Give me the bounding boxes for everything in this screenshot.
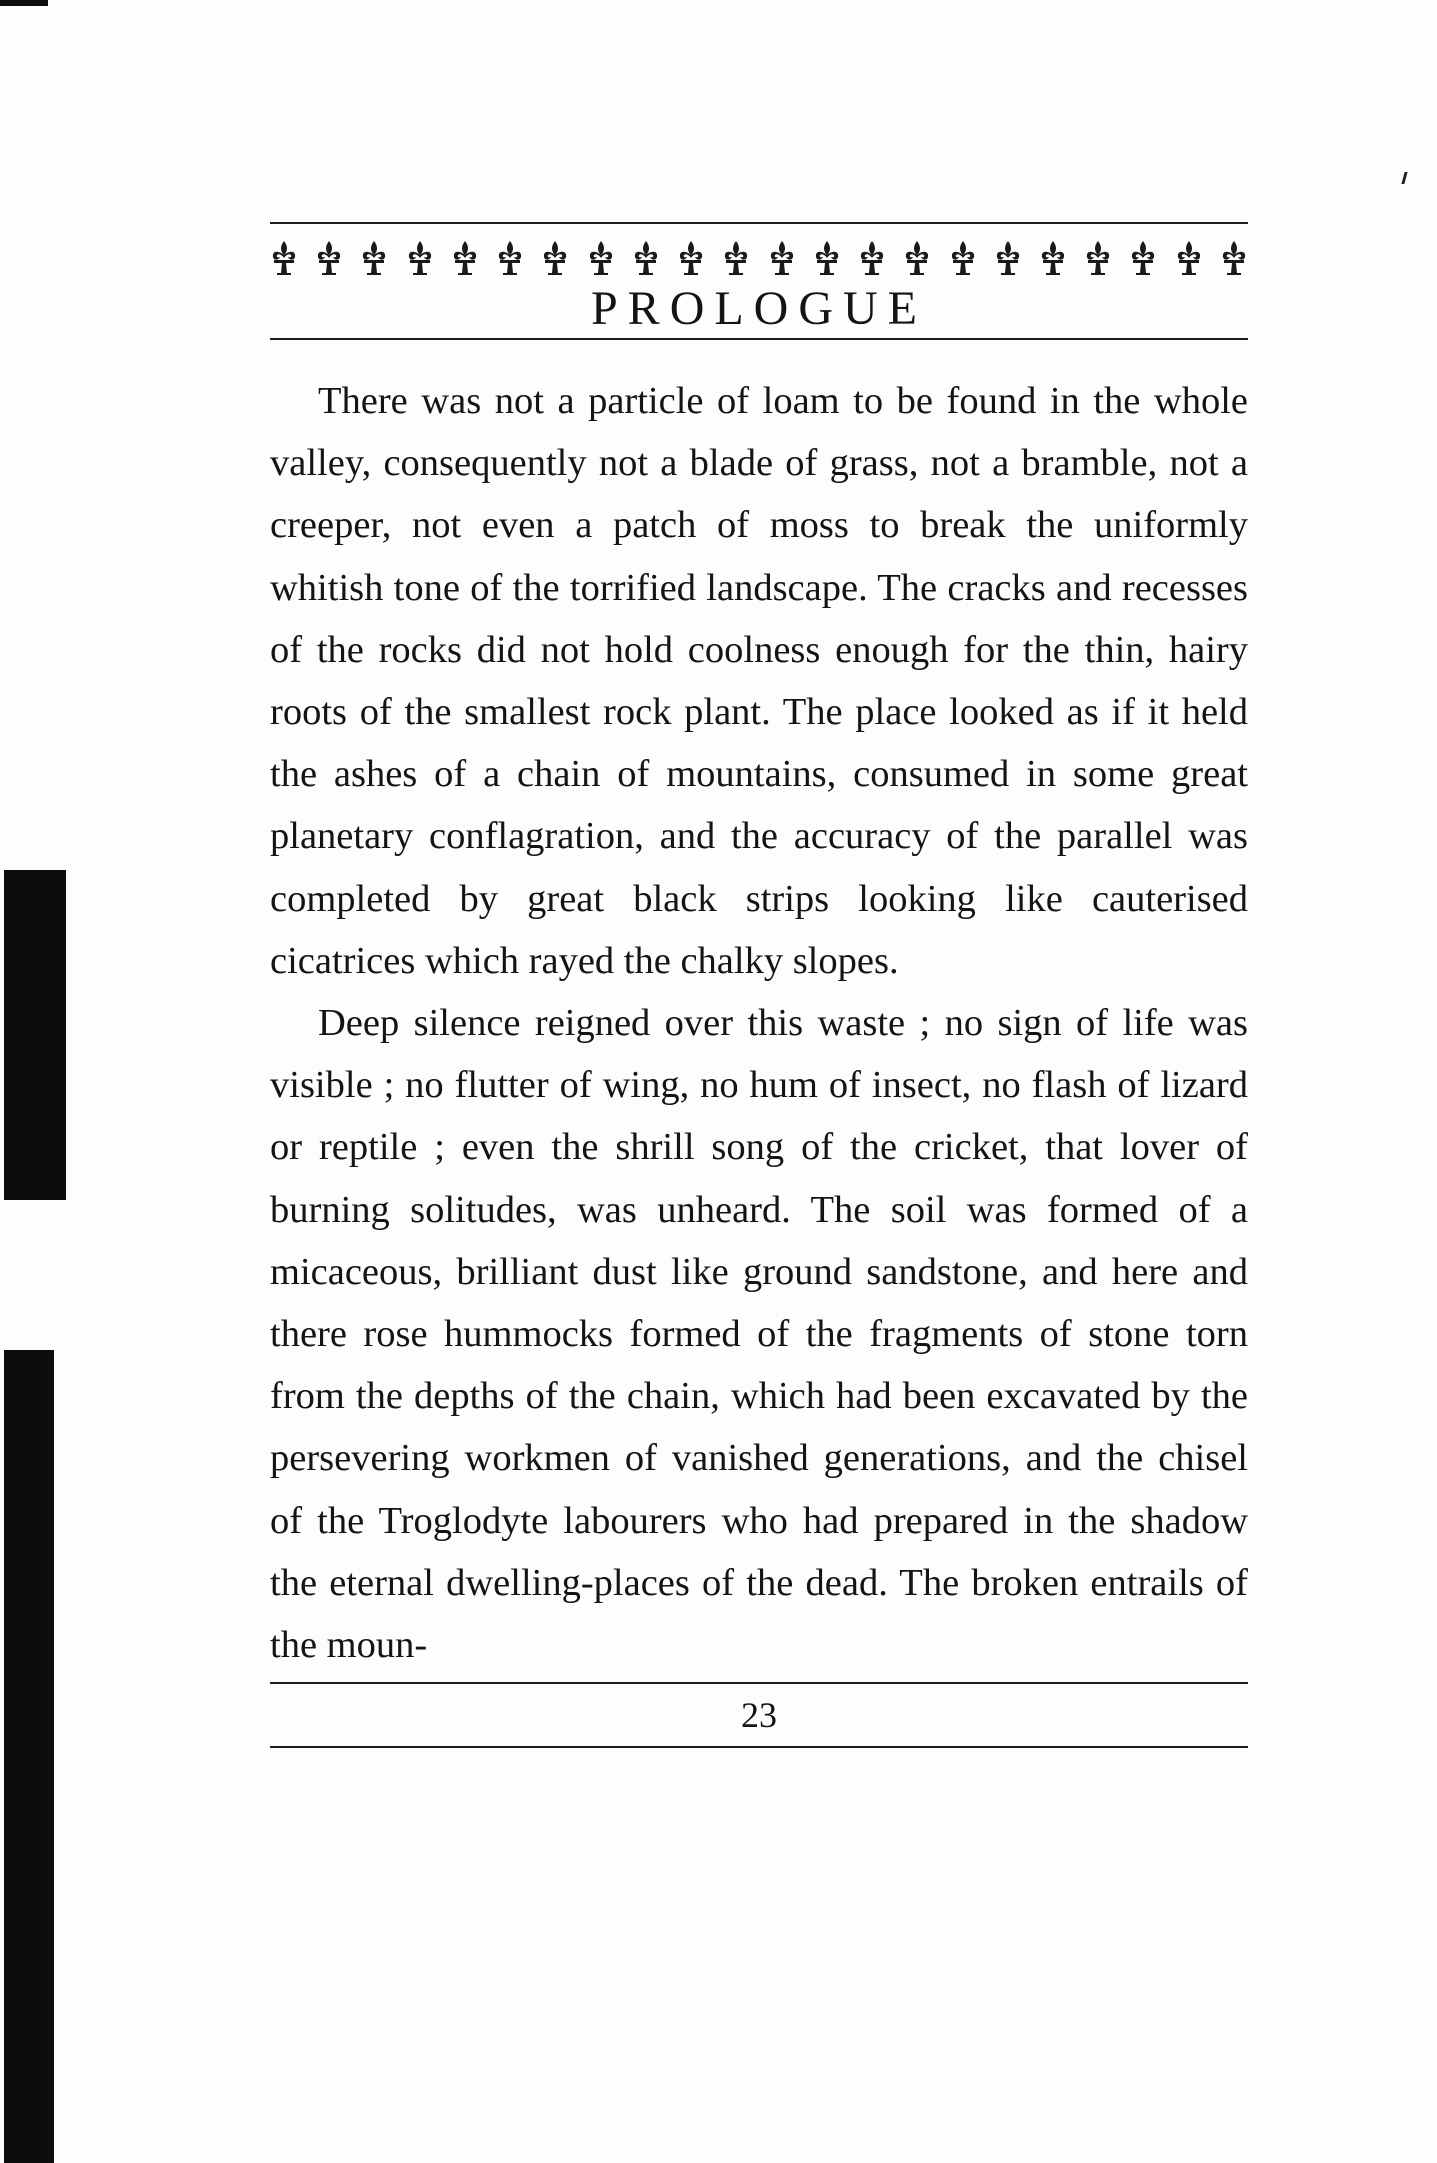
fleur-de-lis-icon	[632, 240, 660, 276]
header-top-rule	[270, 222, 1248, 224]
fleur-de-lis-icon	[677, 240, 705, 276]
ornament-band	[270, 238, 1248, 278]
fleur-de-lis-icon	[360, 240, 388, 276]
fleur-de-lis-icon	[406, 240, 434, 276]
scan-binding-shadow	[4, 1350, 54, 2163]
paragraph-2: Deep silence reigned over this waste ; no sign of life was visible ; no flutter of wing, no hum of insect, no flash of lizard or reptile ; even the shrill song of the cricket, that lover of burning solitudes, was unheard. The soil was formed of a micaceous, brilliant dust like ground sandstone, and here and there rose hummocks formed of the fragments of stone torn from the depths of the chain, which had been excavated by the persevering workmen of vanished generations, and the chisel of the Troglodyte labourers who had prepared in the shadow the eternal dwelling-places of the dead. The broken entrails of the moun-	[270, 1002, 1248, 1667]
fleur-de-lis-icon	[1175, 240, 1203, 276]
fleur-de-lis-icon	[315, 240, 343, 276]
footer-top-rule	[270, 1682, 1248, 1684]
header-bottom-rule	[270, 338, 1248, 340]
fleur-de-lis-icon	[722, 240, 750, 276]
fleur-de-lis-icon	[949, 240, 977, 276]
scan-binding-shadow	[4, 870, 66, 1200]
fleur-de-lis-icon	[813, 240, 841, 276]
fleur-de-lis-icon	[587, 240, 615, 276]
fleur-de-lis-icon	[541, 240, 569, 276]
book-page	[270, 222, 1248, 1748]
fleur-de-lis-icon	[1084, 240, 1112, 276]
chapter-title: PROLOGUE	[590, 282, 927, 335]
fleur-de-lis-icon	[768, 240, 796, 276]
footer-bottom-rule	[270, 1746, 1248, 1748]
page-number: 23	[741, 1695, 777, 1736]
scan-edge-mark	[0, 0, 48, 6]
fleur-de-lis-icon	[1129, 240, 1157, 276]
fleur-de-lis-icon	[496, 240, 524, 276]
fleur-de-lis-icon	[1039, 240, 1067, 276]
fleur-de-lis-icon	[903, 240, 931, 276]
fleur-de-lis-icon	[270, 240, 298, 276]
fleur-de-lis-icon	[994, 240, 1022, 276]
paragraph-1: There was not a particle of loam to be found in the whole valley, consequently not a blade of grass, not a bramble, not a creeper, not even a patch of moss to break the uniformly whitish tone of the torrified landscape. The cracks and recesses of the rocks did not hold coolness enough for the thin, hairy roots of the smallest rock plant. The place looked as if it held the ashes of a chain of mountains, consumed in some great planetary conflagration, and the accuracy of the parallel was completed by great black strips looking like cauterised cicatrices which rayed the chalky slopes.	[270, 380, 1248, 982]
body-text	[270, 370, 1248, 1676]
fleur-de-lis-icon	[1220, 240, 1248, 276]
fleur-de-lis-icon	[451, 240, 479, 276]
fleur-de-lis-icon	[858, 240, 886, 276]
scan-speck	[1401, 172, 1407, 184]
